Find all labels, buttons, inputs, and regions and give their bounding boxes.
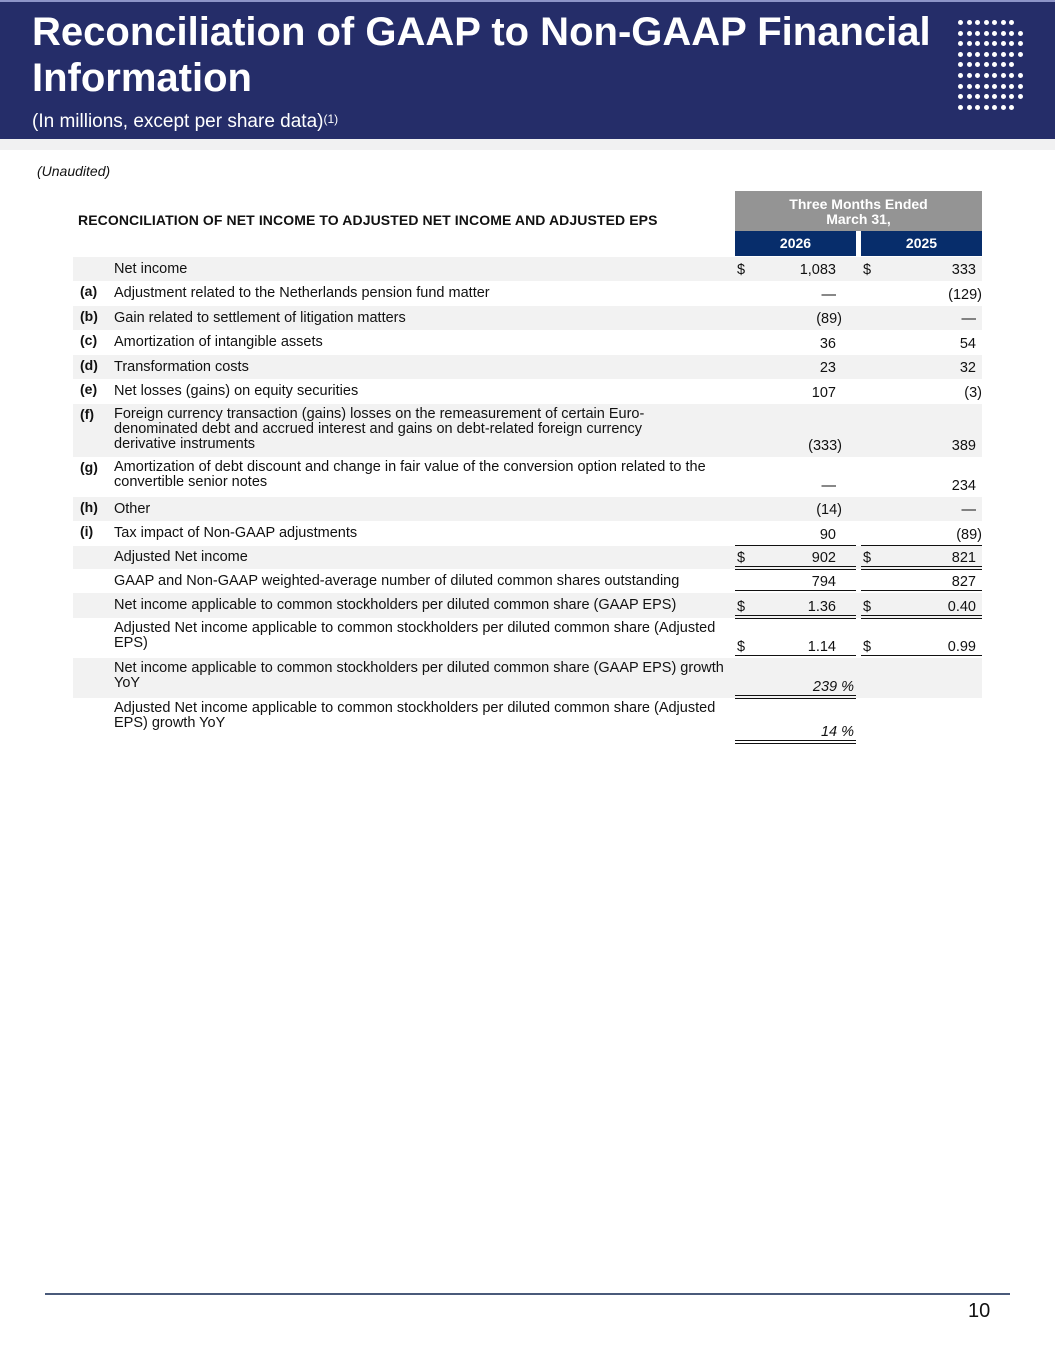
cell-value: (333): [808, 438, 842, 454]
dot-pattern-icon: [958, 20, 1030, 115]
cell-value: (89): [956, 527, 982, 543]
dot: [967, 84, 972, 89]
dot: [967, 73, 972, 78]
column-header-2025: 2025: [861, 231, 982, 256]
adjustment-id: (e): [80, 381, 98, 397]
dot: [992, 94, 997, 99]
cell-value: 0.99: [947, 639, 976, 655]
cell-value: —: [961, 502, 976, 518]
dot: [1001, 84, 1006, 89]
currency-symbol: $: [737, 262, 746, 278]
adjustment-id: (d): [80, 356, 98, 373]
dot: [1001, 31, 1006, 36]
dot-row: [958, 20, 1030, 31]
dot: [992, 20, 997, 25]
dot: [975, 105, 980, 110]
dot: [984, 73, 989, 78]
page-subtitle: (In millions, except per share data)$^{(1)}$: [32, 111, 339, 132]
dot: [1009, 73, 1014, 78]
dot: [958, 20, 963, 25]
dot: [958, 94, 963, 99]
row-label: Tax impact of Non-GAAP adjustments: [114, 525, 358, 541]
dot: [1009, 105, 1014, 110]
dot: [992, 84, 997, 89]
dot: [975, 41, 980, 46]
cell-value: —: [821, 287, 836, 303]
column-group-header: Three Months Ended March 31,: [735, 191, 982, 231]
cell-value: 389: [951, 438, 976, 454]
dot: [967, 94, 972, 99]
double-underline: [735, 740, 856, 744]
dot: [1001, 105, 1006, 110]
dot: [1001, 62, 1006, 67]
cell-value: 36: [819, 336, 836, 352]
dot-row: [958, 41, 1030, 52]
dot-row: [958, 73, 1030, 84]
dot: [975, 20, 980, 25]
adjustment-id: (i): [80, 523, 94, 539]
cell-value: (129): [948, 287, 982, 303]
dot-row: [958, 52, 1030, 63]
row-label: Foreign currency transaction (gains) losses on the remeasurement of certain Euro-denominated debt and accrued interest and gains on debt-related foreign currency derivative instruments: [114, 406, 645, 452]
cell-value: 90: [819, 527, 836, 543]
row-label: Net losses (gains) on equity securities: [114, 383, 359, 399]
cell-value: 239 %: [812, 679, 854, 695]
dot-row: [958, 62, 1030, 73]
dot: [992, 73, 997, 78]
cell-value: 821: [951, 550, 976, 566]
table-row: [73, 497, 982, 521]
table-row: [73, 546, 982, 569]
table-row: [73, 379, 982, 404]
adjustment-id: (a): [80, 283, 98, 299]
dot: [984, 41, 989, 46]
header-divider-strip: [0, 139, 1055, 150]
dot: [984, 52, 989, 57]
dot: [975, 73, 980, 78]
dot-row: [958, 31, 1030, 42]
dot: [992, 52, 997, 57]
page-header: [0, 0, 1055, 139]
reconciliation-table: [73, 257, 982, 743]
table-row: [73, 457, 982, 497]
cell-value: 827: [951, 574, 976, 590]
table-row: [73, 257, 982, 281]
table-row: [73, 306, 982, 330]
dot: [1001, 73, 1006, 78]
dot: [984, 31, 989, 36]
cell-value: (14): [816, 502, 842, 518]
dot: [967, 41, 972, 46]
cell-value: —: [821, 478, 836, 494]
cell-value: 333: [951, 262, 976, 278]
cell-value: 0.40: [947, 599, 976, 615]
cell-value: 32: [959, 360, 976, 376]
dot: [992, 41, 997, 46]
adjustment-id: (c): [80, 332, 98, 348]
table-row: [73, 698, 982, 743]
table-title: RECONCILIATION OF NET INCOME TO ADJUSTED NET INCOME AND ADJUSTED EPS: [78, 212, 658, 228]
column-header-2026: 2026: [735, 231, 856, 256]
cell-value: 902: [811, 550, 836, 566]
row-label: Adjusted Net income applicable to common stockholders per diluted common share (Adjusted EPS) growth YoY: [114, 700, 716, 731]
dot: [975, 52, 980, 57]
row-label: Adjusted Net income applicable to common stockholders per diluted common share (Adjusted EPS): [114, 620, 716, 651]
row-label: Other: [114, 500, 151, 517]
cell-value: 234: [951, 478, 976, 494]
dot: [1018, 73, 1023, 78]
dot: [992, 105, 997, 110]
dot: [1001, 20, 1006, 25]
table-row: [73, 521, 982, 546]
row-label: Net income applicable to common stockholders per diluted common share (GAAP EPS): [114, 597, 677, 613]
currency-symbol: $: [863, 550, 872, 566]
dot: [975, 84, 980, 89]
row-label: Amortization of intangible assets: [114, 334, 323, 350]
cell-value: 1.36: [807, 599, 836, 615]
dot: [958, 105, 963, 110]
table-row: [73, 569, 982, 593]
row-label: Net income: [114, 260, 188, 277]
dot: [1009, 84, 1014, 89]
table-row: [73, 593, 982, 618]
dot: [967, 31, 972, 36]
dot: [1009, 52, 1014, 57]
currency-symbol: $: [863, 599, 872, 615]
cell-value: (89): [816, 311, 842, 327]
dot: [984, 105, 989, 110]
cell-value: 794: [811, 574, 836, 590]
currency-symbol: $: [737, 550, 746, 566]
dot-row: [958, 94, 1030, 105]
dot: [967, 52, 972, 57]
dot: [967, 20, 972, 25]
dot: [992, 62, 997, 67]
footer-divider: [45, 1293, 1010, 1295]
table-row: [73, 281, 982, 306]
dot-row: [958, 105, 1030, 116]
dot: [984, 94, 989, 99]
table-row: [73, 404, 982, 457]
cell-value: 107: [811, 385, 836, 401]
row-label: Net income applicable to common stockholders per diluted common share (GAAP EPS) growth YoY: [114, 660, 724, 691]
dot: [958, 31, 963, 36]
dot: [975, 62, 980, 67]
row-label: GAAP and Non-GAAP weighted-average number of diluted common shares outstanding: [114, 572, 680, 589]
cell-value: 23: [819, 360, 836, 376]
dot: [992, 31, 997, 36]
row-label: Transformation costs: [114, 358, 249, 375]
page-number: 10: [968, 1300, 991, 1322]
dot: [984, 84, 989, 89]
table-row: [73, 355, 982, 379]
footnote-marker: (1): [323, 112, 339, 126]
dot: [958, 73, 963, 78]
dot: [958, 62, 963, 67]
currency-symbol: $: [863, 639, 872, 655]
row-label: Amortization of debt discount and change in fair value of the conversion option related to the convertible senior notes: [114, 459, 706, 490]
dot: [1009, 20, 1014, 25]
dot: [1009, 94, 1014, 99]
currency-symbol: $: [737, 639, 746, 655]
table-row: [73, 330, 982, 355]
unaudited-note: (Unaudited): [37, 163, 111, 179]
table-row: [73, 618, 982, 658]
adjustment-id: (g): [80, 459, 98, 475]
dot: [984, 20, 989, 25]
cell-value: 1.14: [807, 639, 836, 655]
adjustment-id: (h): [80, 498, 98, 515]
dot: [958, 41, 963, 46]
dot: [975, 94, 980, 99]
dot: [1018, 52, 1023, 57]
dot: [1018, 94, 1023, 99]
cell-value: —: [961, 311, 976, 327]
currency-symbol: $: [863, 262, 872, 278]
dot: [967, 62, 972, 67]
cell-value: (3): [964, 385, 982, 401]
dot: [1009, 62, 1014, 67]
adjustment-id: (b): [80, 307, 98, 324]
dot: [958, 52, 963, 57]
dot: [1001, 52, 1006, 57]
adjustment-id: (f): [80, 406, 94, 422]
table-row: [73, 658, 982, 698]
row-label: Gain related to settlement of litigation matters: [114, 309, 406, 326]
dot-row: [958, 84, 1030, 95]
dot: [1001, 94, 1006, 99]
dot: [967, 105, 972, 110]
dot: [958, 84, 963, 89]
dot: [1018, 41, 1023, 46]
dot: [975, 31, 980, 36]
dot: [1018, 84, 1023, 89]
row-label: Adjusted Net income: [114, 549, 248, 565]
dot: [1018, 31, 1023, 36]
page-title: Reconciliation of GAAP to Non-GAAP Financial Information: [32, 10, 931, 100]
cell-value: 54: [959, 336, 976, 352]
dot: [1001, 41, 1006, 46]
cell-value: 1,083: [799, 262, 836, 278]
dot: [984, 62, 989, 67]
row-label: Adjustment related to the Netherlands pension fund matter: [114, 285, 490, 301]
currency-symbol: $: [737, 599, 746, 615]
dot: [1009, 31, 1014, 36]
dot: [1009, 41, 1014, 46]
cell-value: 14 %: [820, 724, 854, 740]
